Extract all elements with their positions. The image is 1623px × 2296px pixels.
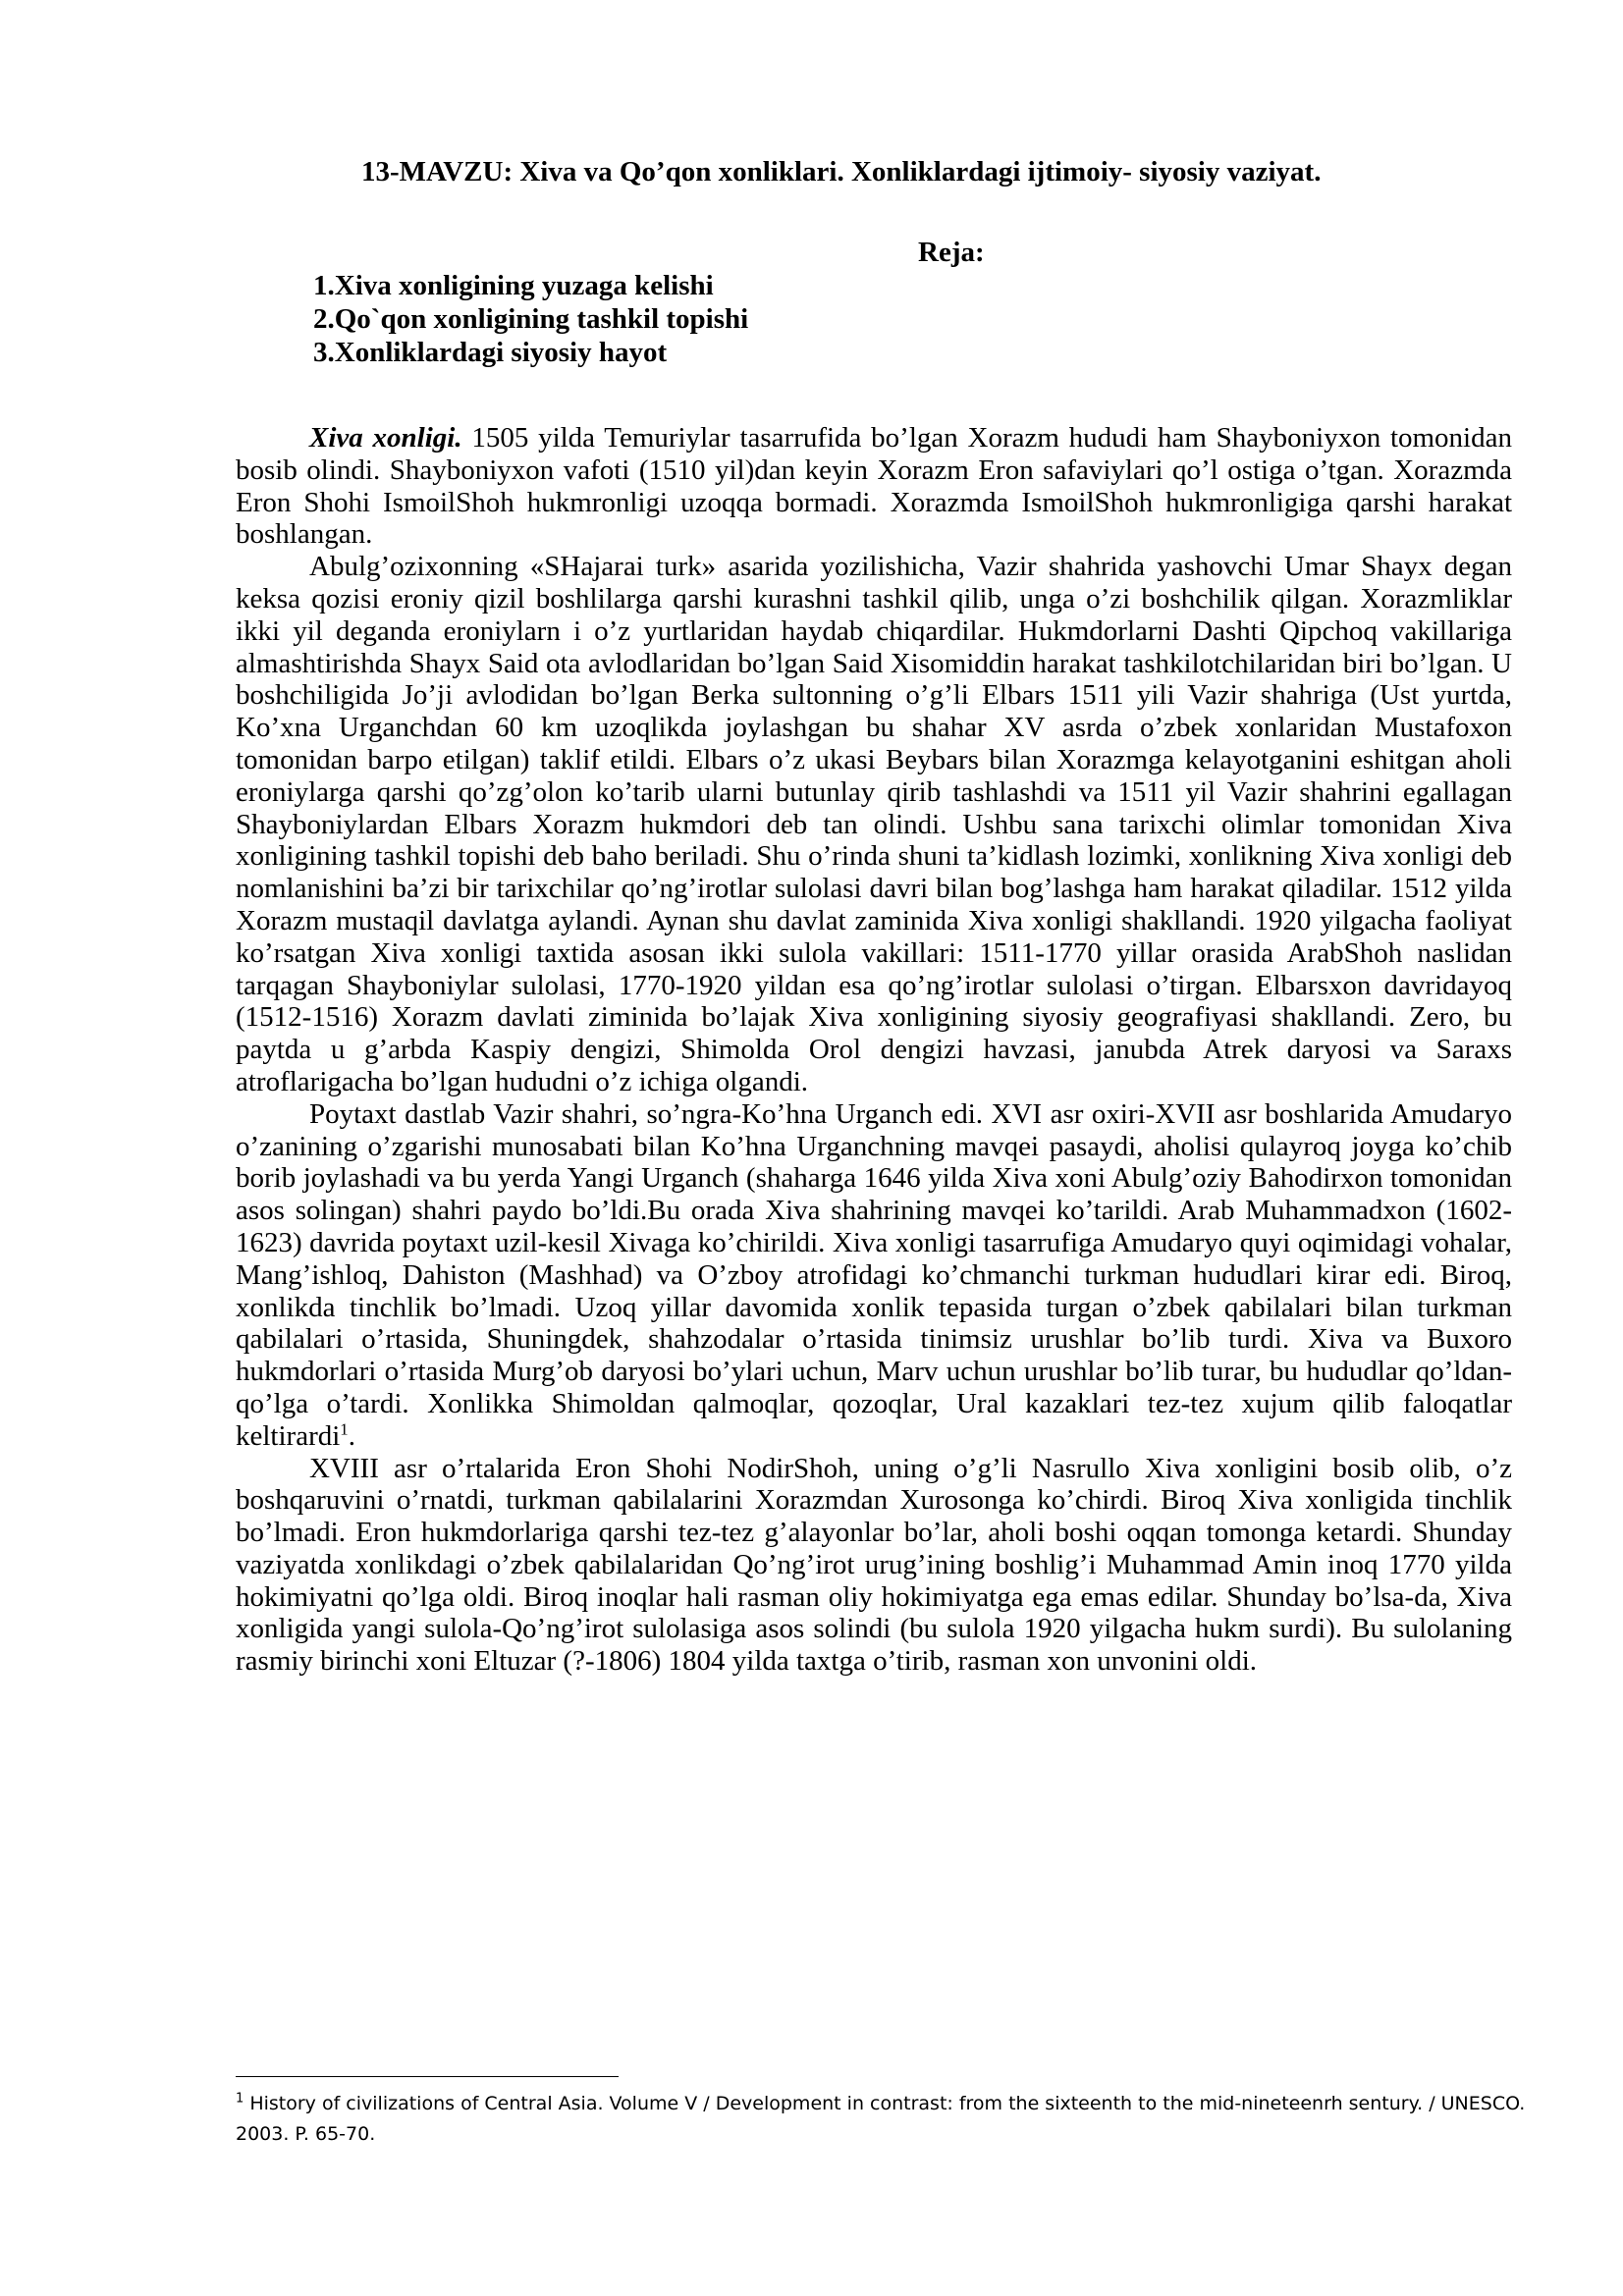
plan-item: 2.Qo`qon xonligining tashkil topishi xyxy=(313,303,749,335)
page-title: 13-MAVZU: Xiva va Qo’qon xonliklari. Xonliklardagi ijtimoiy- siyosiy vaziyat. xyxy=(361,156,1322,187)
footnote xyxy=(236,2089,1532,2150)
paragraph-text: 1505 yilda Temuriylar tasarrufida bo’lgan Xorazm hududi ham Shayboniyxon tomonidan bosib olindi. Shayboniyxon vafoti (1510 yil)dan keyin Xorazm Eron safaviylari qo’l ostiga o’tgan. Xorazmda Eron Shohi IsmoilShoh hukmronligi uzoqqa bormadi. Xorazmda IsmoilShoh hukmronligiga qarshi harakat boshlangan. xyxy=(236,422,1512,551)
paragraph xyxy=(236,1098,1512,1453)
paragraph-tail: . xyxy=(348,1419,356,1452)
paragraph: XVIII asr o’rtalarida Eron Shohi NodirShoh, uning o’g’li Nasrullo Xiva xonligini bosib olib, o’z boshqaruvini o’rnatdi, turkman qabilalarini Xorazmdan Xurosonga ko’chirdi. Biroq Xiva xonligida tinchlik bo’lmadi. Eron hukmdorlariga qarshi tez-tez g’alayonlar bo’lar, aholi boshi oqqan tomonga ketardi. Shunday vaziyatda xonlikdagi o’zbek qabilalaridan Qo’ng’irot urug’ining boshlig’i Muhammad Amin inoq 1770 yilda hokimiyatni qo’lga oldi. Biroq inoqlar hali rasman oliy hokimiyatga ega emas edilar. Shunday bo’lsa-da, Xiva xonligida yangi sulola-Qo’ng’irot sulolasiga asos solindi (bu sulola 1920 yilgacha hukm surdi). Bu sulolaning rasmiy birinchi xoni Eltuzar (?-1806) 1804 yilda taxtga o’tirib, rasman xon unvonini oldi. xyxy=(236,1452,1512,1678)
footnote-text: History of civilizations of Central Asia. Volume V / Development in contrast: from the sixteenth to the mid-nineteenrh sentury. / UNESCO. 2003. P. 65-70. xyxy=(236,2093,1526,2145)
paragraph-text: Poytaxt dastlab Vazir shahri, so’ngra-Ko’hna Urganch edi. XVI asr oxiri-XVII asr boshlarida Amudaryo o’zanining o’zgarishi munosabati bilan Ko’hna Urganchning mavqei pasaydi, aholisi qulayroq joyga ko’chib borib joylashadi va bu yerda Yangi Urganch (shaharga 1646 yilda Xiva xoni Abulg’oziy Bahodirxon tomonidan asos solingan) shahri paydo bo’ldi.Bu orada Xiva shahrining mavqei ko’tarildi. Arab Muhammadxon (1602-1623) davrida poytaxt uzil-kesil Xivaga ko’chirildi. Xiva xonligi tasarrufiga Amudaryo quyi oqimidagi vohalar, Mang’ishloq, Dahiston (Mashhad) va O’zboy atrofidagi ko’chmanchi turkman hududlari kirar edi. Biroq, xonlikda tinchlik bo’lmadi. Uzoq yillar davomida xonlik tepasida turgan o’zbek qabilalari bilan turkman qabilalari o’rtasida, Shuningdek, shahzodalar o’rtasida tinimsiz urushlar bo’lib turdi. Xiva va Buxoro hukmdorlari o’rtasida Murg’ob daryosi bo’ylari uchun, Marv uchun urushlar bo’lib turar, bu hududlar qo’ldan-qo’lga o’tardi. Xonlikka Shimoldan qalmoqlar, qozoqlar, Ural kazaklari tez-tez xujum qilib faloqatlar keltirardi xyxy=(236,1097,1512,1452)
plan-heading: Reja: xyxy=(918,237,985,268)
plan-list xyxy=(313,269,748,369)
footnote-reference[interactable]: 1 xyxy=(340,1419,349,1439)
footnote-mark: 1 xyxy=(236,2091,244,2107)
body-text xyxy=(236,422,1512,1678)
paragraph xyxy=(236,422,1512,551)
footnote-divider xyxy=(236,2076,619,2077)
plan-item: 3.Xonliklardagi siyosiy hayot xyxy=(313,337,668,368)
plan-item: 1.Xiva xonligining yuzaga kelishi xyxy=(313,270,714,301)
paragraph: Abulg’ozixonning «SHajarai turk» asarida yozilishicha, Vazir shahrida yashovchi Umar Shayx degan keksa qozisi eroniy qizil boshlilarga qarshi kurashni tashkil qilib, unga o’zi boshchilik qilgan. Xorazmliklar ikki yil deganda eroniylarn i o’z yurtlaridan haydab chiqardilar. Hukmdorlarni Dashti Qipchoq vakillariga almashtirishda Shayx Said ota avlodlaridan bo’lgan Said Xisomiddin harakat tashkilotchilaridan biri bo’lgan. U boshchiligida Jo’ji avlodidan bo’lgan Berka sultonning o’g’li Elbars 1511 yili Vazir shahriga (Ust yurtda, Ko’xna Urganchdan 60 km uzoqlikda joylashgan bu shahar XV asrda o’zbek xonlaridan Mustafoxon tomonidan barpo etilgan) taklif etildi. Elbars o’z ukasi Beybars bilan Xorazmga kelayotganini eshitgan aholi eroniylarga qarshi qo’zg’olon ko’tarib ularni butunlay qirib tashlashdi va 1511 yil Vazir shahrini egallagan Shayboniylardan Elbars Xorazm hukmdori deb tan olindi. Ushbu sana tarixchi olimlar tomonidan Xiva xonligining tashkil topishi deb baho beriladi. Shu o’rinda shuni ta’kidlash lozimki, xonlikning Xiva xonligi deb nomlanishini ba’zi bir tarixchilar qo’ng’irotlar sulolasi davri bilan bog’lashga ham harakat qiladilar. 1512 yilda Xorazm mustaqil davlatga aylandi. Aynan shu davlat zaminida Xiva xonligi shakllandi. 1920 yilgacha faoliyat ko’rsatgan Xiva xonligi taxtida asosan ikki sulola vakillari: 1511-1770 yillar orasida ArabShoh naslidan tarqagan Shayboniylar sulolasi, 1770-1920 yildan esa qo’ng’irotlar sulolasi o’tirgan. Elbarsxon davridayoq (1512-1516) Xorazm davlati ziminida bo’lajak Xiva xonligining siyosiy geografiyasi shakllandi. Zero, bu paytda u g’arbda Kaspiy dengizi, Shimolda Orol dengizi havzasi, janubda Atrek daryosi va Saraxs atroflarigacha bo’lgan hududni o’z ichiga olgandi. xyxy=(236,551,1512,1097)
section-lead: Xiva xonligi. xyxy=(309,422,462,454)
